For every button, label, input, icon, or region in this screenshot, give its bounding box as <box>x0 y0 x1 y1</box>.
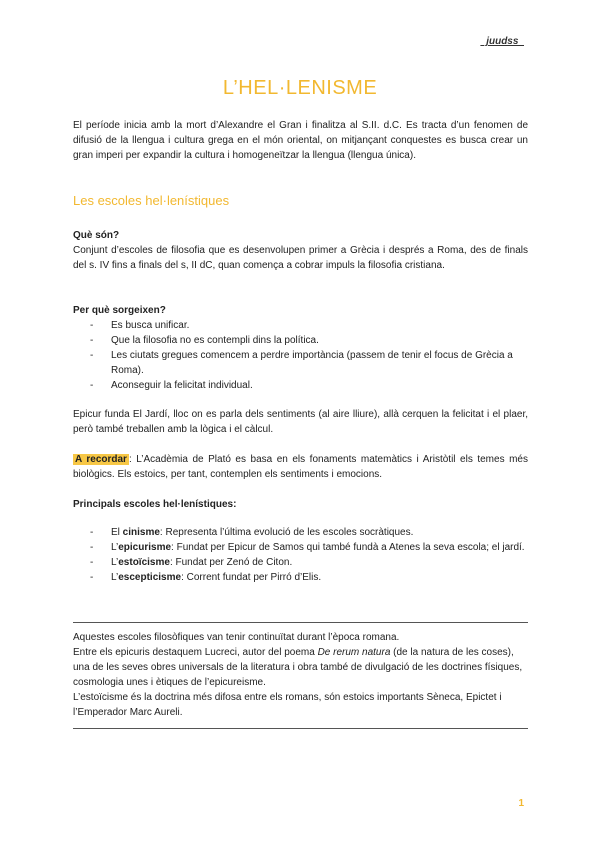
remember-highlight: A recordar <box>75 454 127 465</box>
what-block <box>73 228 528 273</box>
school-prefix: El <box>111 527 123 538</box>
schools-list <box>73 525 528 585</box>
list-item <box>73 525 528 540</box>
note-text: Entre els epicuris destaquem Lucreci, autor del poema <box>73 647 318 658</box>
school-term: epicurisme <box>118 542 172 553</box>
intro-paragraph: El període inicia amb la mort d’Alexandre el Gran i finalitza al S.II. d.C. Es tracta d’un fenomen de difusió de la llengua i cultura grega en el món oriental, on mitjançant conquestes es busca crear un gran imperi per expandir la cultura i homogeneïtzar la llengua (llengua única). <box>73 120 528 161</box>
note-line-3: L’estoïcisme és la doctrina més difosa entre els romans, són estoics importants Sèneca, Epictet i l’Emperador Marc Aureli. <box>73 692 502 718</box>
schools-heading: Principals escoles hel·lenístiques: <box>73 499 237 510</box>
what-heading: Què són? <box>73 230 120 241</box>
school-prefix: L’ <box>111 542 119 553</box>
divider-bottom <box>73 728 528 729</box>
note-block <box>73 630 528 720</box>
school-prefix: L’ <box>111 557 119 568</box>
school-description: : Representa l’última evolució de les escoles socràtiques. <box>159 527 414 538</box>
note-line-2 <box>73 645 528 690</box>
school-term: escepticisme <box>118 572 182 583</box>
schools-block <box>73 497 528 585</box>
what-paragraph: Conjunt d’escoles de filosofia que es desenvolupen primer a Grècia i després a Roma, des de finals del s. IV fins a finals del s, II dC, quan comença a cobrar impuls la filosofia cristiana. <box>73 245 528 271</box>
list-item: - Que la filosofia no es contempli dins la política. <box>73 333 528 348</box>
epicur-paragraph: Epicur funda El Jardí, lloc on es parla dels sentiments (al aire lliure), allà cerquen la felicitat i el plaer, però també treballen amb la lògica i el càlcul. <box>73 409 528 435</box>
school-term: estoïcisme <box>118 557 170 568</box>
divider-top <box>73 622 528 623</box>
remember-paragraph <box>73 452 528 482</box>
remember-block <box>73 452 528 482</box>
why-heading: Per què sorgeixen? <box>73 305 166 316</box>
school-term: cinisme <box>122 527 160 538</box>
poem-title: De rerum natura <box>317 647 391 658</box>
school-description: : Fundat per Zenó de Citon. <box>169 557 293 568</box>
list-item: - Aconseguir la felicitat individual. <box>73 378 528 393</box>
list-item <box>73 540 528 555</box>
author-tag: _juudss_ <box>480 36 524 47</box>
list-item: - Es busca unificar. <box>73 318 528 333</box>
note-line-1: Aquestes escoles filosòfiques van tenir continuïtat durant l’època romana. <box>73 632 400 643</box>
section-title: Les escoles hel·lenístiques <box>73 193 230 208</box>
remember-text: : L’Acadèmia de Plató es basa en els fonaments matemàtics i Aristòtil els temes més biològics. Els estoics, per tant, contemplen els sentiments i emocions. <box>73 454 528 480</box>
school-description: : Corrent fundat per Pirró d’Elis. <box>181 572 322 583</box>
note-text: (de la natura de les coses), una de les seves obres universals de la literatura i obra també de divulgació de les doctrines físiques, cosmologia unes i ètiques de l’epicureisme. <box>73 647 523 688</box>
why-list <box>73 318 528 393</box>
list-item <box>73 555 528 570</box>
intro-block <box>73 118 528 163</box>
page-title: L’HEL·LENISME <box>222 77 378 99</box>
list-item <box>73 570 528 585</box>
why-block <box>73 303 528 393</box>
school-prefix: L’ <box>111 572 119 583</box>
epicur-block <box>73 407 528 437</box>
list-item: - Les ciutats gregues comencem a perdre importància (passem de tenir el focus de Grècia a Roma). <box>73 348 528 378</box>
school-description: : Fundat per Epicur de Samos qui també fundà a Atenes la seva escola; el jardí. <box>171 542 525 553</box>
page-number: 1 <box>518 798 524 809</box>
